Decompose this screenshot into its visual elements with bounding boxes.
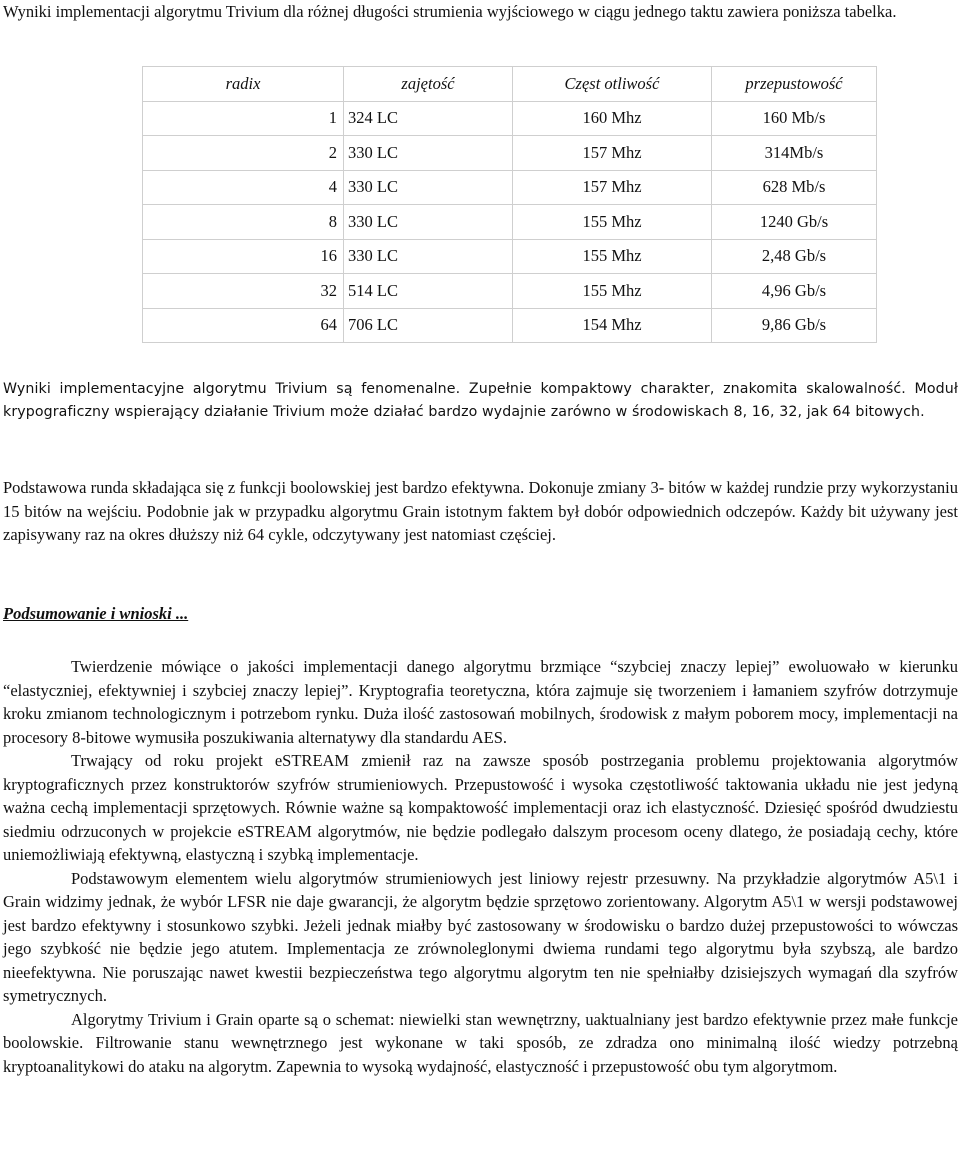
intro-paragraph: Wyniki implementacji algorytmu Trivium dla różnej długości strumienia wyjściowego w ciągu jednego taktu zawiera poniższa tabelka. xyxy=(3,2,897,21)
cell-throughput: 4,96 Gb/s xyxy=(712,274,877,309)
summary-paragraph: Twierdzenie mówiące o jakości implementacji danego algorytmu brzmiące “szybciej znaczy lepiej” ewoluowało w kierunku “elastyczniej, efektywniej i szybciej znaczy lepiej”. Kryptografia teoretyczna, która zajmuje się tworzeniem i łamaniem szyfrów dotrzymuje kroku zmianom technologicznym i potrzebom rynku. Duża ilość zastosowań mobilnych, środowisk z małym poborem mocy, implementacji na procesory 8-bitowe wymusiła poszukiwania alternatywy dla standardu AES. xyxy=(3,657,958,747)
header-frequency: Częst otliwość xyxy=(513,67,712,102)
cell-radix: 16 xyxy=(143,239,344,274)
cell-radix: 1 xyxy=(143,101,344,136)
table-row xyxy=(143,308,877,343)
table-row xyxy=(143,205,877,240)
table-row xyxy=(143,239,877,274)
cell-throughput: 2,48 Gb/s xyxy=(712,239,877,274)
table-row xyxy=(143,170,877,205)
cell-frequency: 154 Mhz xyxy=(513,308,712,343)
results-paragraph: Wyniki implementacyjne algorytmu Trivium są fenomenalne. Zupełnie kompaktowy charakter, znakomita skalowalność. Moduł krypograficzny wspierający działanie Trivium może działać bardzo wydajnie zarówno w środowiskach 8, 16, 32, jak 64 bitowych. xyxy=(3,381,958,420)
summary-section xyxy=(3,655,958,1078)
cell-occupancy: 330 LC xyxy=(344,239,513,274)
cell-frequency: 155 Mhz xyxy=(513,274,712,309)
cell-radix: 8 xyxy=(143,205,344,240)
cell-radix: 64 xyxy=(143,308,344,343)
cell-occupancy: 514 LC xyxy=(344,274,513,309)
cell-throughput: 160 Mb/s xyxy=(712,101,877,136)
summary-heading: Podsumowanie i wnioski ... xyxy=(3,604,189,623)
cell-occupancy: 330 LC xyxy=(344,136,513,171)
table-row xyxy=(143,136,877,171)
header-throughput: przepustowość xyxy=(712,67,877,102)
cell-frequency: 160 Mhz xyxy=(513,101,712,136)
summary-paragraph: Trwający od roku projekt eSTREAM zmienił raz na zawsze sposób postrzegania problemu projektowania algorytmów kryptograficznych przez konstruktorów szyfrów strumieniowych. Przepustowość i wysoka częstotliwość taktowania układu nie jest jedyną ważna cechą implementacji sprzętowych. Równie ważne są kompaktowość implementacji oraz ich elastyczność. Dziesięć spośród dwudziestu siedmiu odrzuconych w projekcie eSTREAM algorytmów, nie będzie podlegało dalszym procesom oceny dlatego, że posiadają cechy, które uniemożliwiają efektywną, elastyczną i szybką implementacje. xyxy=(3,751,958,864)
cell-radix: 2 xyxy=(143,136,344,171)
cell-throughput: 314Mb/s xyxy=(712,136,877,171)
cell-occupancy: 324 LC xyxy=(344,101,513,136)
cell-radix: 32 xyxy=(143,274,344,309)
summary-paragraph: Podstawowym elementem wielu algorytmów strumieniowych jest liniowy rejestr przesuwny. Na przykładzie algorytmów A5\1 i Grain widzimy jednak, że wybór LFSR nie daje gwarancji, że algorytm będzie sprzętowo zorientowany. Algorytm A5\1 w wersji podstawowej jest bardzo efektywny i stosunkowo szybki. Jeżeli jednak miałby być zastosowany w środowisku o bardzo dużej przepustowości to wówczas jego szybkość nie będzie jego atutem. Implementacja ze zrównoleglonymi dwiema rundami tego algorytmu była szybszą, ale bardzo nieefektywna. Nie poruszając nawet kwestii bezpieczeństwa tego algorytmu algorytm ten nie spełniałby dzisiejszych wymagań dla szyfrów symetrycznych. xyxy=(3,868,958,1005)
cell-occupancy: 330 LC xyxy=(344,170,513,205)
cell-throughput: 9,86 Gb/s xyxy=(712,308,877,343)
cell-frequency: 157 Mhz xyxy=(513,136,712,171)
summary-paragraph: Algorytmy Trivium i Grain oparte są o schemat: niewielki stan wewnętrzny, uaktualniany jest bardzo efektywnie przez małe funkcje boolowskie. Filtrowanie stanu wewnętrznego jest wykonane w taki sposób, ze zdradza ono minimalną ilość wiedzy potrzebną kryptoanalitykowi do ataku na algorytm. Zapewnia to wysoką wydajność, elastyczność i przepustowość obu tym algorytmom. xyxy=(3,1009,958,1076)
cell-occupancy: 706 LC xyxy=(344,308,513,343)
cell-throughput: 628 Mb/s xyxy=(712,170,877,205)
table-row xyxy=(143,274,877,309)
cell-occupancy: 330 LC xyxy=(344,205,513,240)
cell-frequency: 155 Mhz xyxy=(513,205,712,240)
cell-frequency: 155 Mhz xyxy=(513,239,712,274)
cell-throughput: 1240 Gb/s xyxy=(712,205,877,240)
header-occupancy: zajętość xyxy=(344,67,513,102)
cell-frequency: 157 Mhz xyxy=(513,170,712,205)
table-row xyxy=(143,101,877,136)
table-header-row xyxy=(143,67,877,102)
trivium-results-table xyxy=(142,66,877,343)
header-radix: radix xyxy=(143,67,344,102)
round-paragraph: Podstawowa runda składająca się z funkcji boolowskiej jest bardzo efektywna. Dokonuje zmiany 3- bitów w każdej rundzie przy wykorzystaniu 15 bitów na wejściu. Podobnie jak w przypadku algorytmu Grain istotnym faktem był dobór odpowiednich odczepów. Każdy bit używany jest zapisywany raz na okres dłuższy niż 64 cykle, odczytywany jest natomiast częściej. xyxy=(3,478,958,544)
cell-radix: 4 xyxy=(143,170,344,205)
